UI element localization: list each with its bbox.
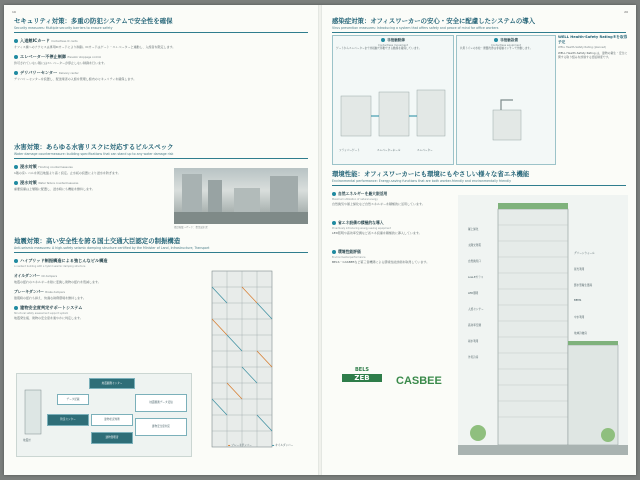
item-en: Contactless IC cards [51, 39, 78, 43]
section-subtitle: Water damage countermeasure: building specifications that can stand up to any water damage risk [14, 152, 174, 156]
building-label: 外気冷房 [468, 356, 479, 359]
item-title: ブレーキダンパー [14, 288, 44, 294]
diagram-node: 建物状況判断 [91, 414, 133, 426]
building-label: 昼光利用 [574, 268, 585, 271]
zeb-label: ZEB [342, 374, 382, 382]
item-body: 1階の床レベルを周辺地盤より高く設定。止水板の設置により浸水を防ぎます。 [14, 170, 121, 175]
section-subtitle: Virus prevention measures: Introducing a system that offers safety and peace of mind for office workers [332, 26, 499, 30]
left-page [4, 5, 318, 475]
item-body: 地震の揺れのエネルギーを熱に変換し建物の揺れを低減します。 [14, 279, 101, 284]
item-en: Water failure countermeasures [38, 181, 79, 185]
item-title: 浸水対策 [20, 179, 37, 185]
street-view-illustration [174, 168, 308, 224]
diagram-node: 地震観測データ受信 [135, 394, 187, 412]
number-bullet-icon [494, 38, 498, 42]
item-title: 浸水対策 [20, 163, 37, 169]
item-body: BELS・CASBEEなど第三者機関による環境性能評価を取得しています。 [332, 259, 430, 264]
item-title: デリバリーセンター [20, 69, 58, 75]
number-bullet-icon [332, 192, 336, 196]
item-title: オイルダンパー [14, 272, 41, 278]
item-body: オフィス棟へのアクセスは専用ICカードにより制御。ICカードはゲート・エレベーターと連動し、入館者を限定します。 [14, 44, 176, 49]
divider [14, 32, 308, 33]
item-en: A resilient building with a hybrid seismic damping structure [14, 264, 86, 268]
building-section-illustration [458, 195, 628, 455]
section-subtitle: Anti-seismic measures: A high-safety seismic damping structure certified by the Minister of Land, Infrastructure, Transport [14, 246, 210, 250]
list-item [14, 305, 194, 320]
right-page [322, 5, 636, 475]
section-title: セキュリティ対策：多重の防犯システムで安全性を確保 [14, 17, 173, 25]
building-label: BEMS [574, 299, 582, 302]
item-en: Elevator stoppage control [67, 55, 102, 59]
number-bullet-icon [14, 165, 18, 169]
item-body: 強風時の揺れも抑え、快適な執務環境を維持します。 [14, 295, 86, 300]
item-body: LED照明や高効率空調など省エネ設備を積極的に導入しています。 [332, 230, 422, 235]
item-title: 省エネ設備の積極的な導入 [338, 219, 384, 225]
divider [14, 158, 308, 159]
divider [332, 32, 626, 33]
item-title: 自然エネルギーを最大限活用 [338, 190, 388, 196]
list-item [14, 54, 184, 65]
virus-section [332, 16, 626, 33]
legend-oil-damper: ▬ オイルダンパー [272, 444, 294, 447]
contactless-flow-illustration [339, 86, 447, 142]
diagram-node: データ記録 [57, 394, 89, 405]
building-label: 人感センサー [468, 308, 484, 311]
item-en: Brake dampers [45, 290, 65, 294]
diagram-node: 防災センター [47, 414, 89, 426]
diagram-label: フラッパーゲート [339, 149, 360, 152]
page-number: 20 [624, 10, 628, 14]
item-body: 自然換気や屋上緑化など自然エネルギーを積極的に活用しています。 [332, 201, 425, 206]
diagram-label: エレベーターホール [377, 149, 401, 152]
legend-label: オイルダンパー [275, 444, 294, 447]
list-item [332, 220, 452, 235]
diagram-node: 建物安全度判定 [135, 418, 187, 436]
safety-system-diagram [16, 373, 192, 457]
item-en: Delivery center [58, 71, 79, 75]
list-item [14, 258, 194, 268]
card-title: 非接触動線 [387, 38, 405, 42]
number-bullet-icon [381, 38, 385, 42]
item-en: Environmental performance [332, 255, 366, 259]
list-item [14, 273, 194, 284]
building-label: 中水利用 [574, 316, 585, 319]
list-item [14, 70, 184, 81]
legend-label: ブレーキダンパー [231, 444, 252, 447]
flood-map-image [174, 168, 308, 224]
faucet-sensor-illustration [487, 90, 527, 146]
section-title: 環境性能：オフィスワーカーにも環境にもやさしい様々な省エネ機能 [332, 170, 530, 178]
building-label: 屋上緑化 [468, 228, 479, 231]
card-body: ゲートからエレベーターまで非接触で移動できる動線を確保しています。 [336, 47, 422, 51]
number-bullet-icon [14, 39, 18, 43]
info-card [332, 35, 454, 165]
building-icon [21, 388, 45, 436]
number-bullet-icon [14, 181, 18, 185]
number-bullet-icon [14, 55, 18, 59]
item-body: 許可されていない階にはエレベーターが停止しない制御を行います。 [14, 60, 107, 65]
section-title: 地震対策：高い安全性を誇る国土交通大臣認定の制振構造 [14, 237, 181, 245]
diagram-node: 地震観測センター [89, 378, 135, 389]
legend-brake-damper: ▬ ブレーキダンパー [228, 444, 252, 447]
number-bullet-icon [14, 71, 18, 75]
list-item [332, 191, 452, 206]
card-title: 非接触設備 [500, 38, 518, 42]
page-number: 19 [12, 10, 16, 14]
section-title: 水害対策：あらゆる水害リスクに対応するビルスペック [14, 143, 174, 151]
item-body: 重要設備は上層階に配置し、浸水時にも機能を維持します。 [14, 186, 95, 191]
document-spread [4, 5, 636, 475]
item-en: Proactively introducing energy-saving equipment [332, 226, 391, 230]
item-en: Flooding countermeasures [38, 165, 73, 169]
bels-label: BELS [354, 367, 369, 373]
number-bullet-icon [332, 250, 336, 254]
item-en: Structural safety assessment support system [14, 311, 69, 315]
casbee-logo: CASBEE [396, 375, 442, 387]
well-title: WELL Health-Safety Rating®を取得予定 [558, 35, 628, 44]
well-en: WELL Health-Safety Rating (planned) [558, 46, 607, 49]
list-item [332, 249, 452, 264]
item-body: デリバリーセンターを設置し、配送業者の入館を管理し館内のセキュリティを確保します。 [14, 76, 137, 81]
building-label: Low-Eガラス [468, 276, 484, 279]
item-title: エレベーター不停止制御 [20, 53, 67, 59]
photo-caption: 周辺地盤ハザード：想定浸水深 [174, 226, 208, 229]
card-en: Contactless equipment [491, 44, 521, 47]
item-title: 入退館ICカード [20, 37, 50, 43]
section-title: 感染症対策：オフィスワーカーの安心・安全に配慮したシステムの導入 [332, 17, 536, 25]
divider [14, 252, 308, 253]
item-title: ハイブリッド制振構造による強じんなビル構造 [20, 257, 108, 263]
well-body: WELL Health-Safety Rating は、建物の衛生・安全に関する取り組みを評価する認証制度です。 [558, 51, 628, 59]
section-subtitle: Security measures: Multiple security barriers to ensure safety [14, 26, 113, 30]
list-item [14, 38, 184, 49]
bels-zeb-logo [342, 367, 382, 399]
building-label: LED照明 [468, 292, 479, 295]
diagram-label: エレベーター [417, 149, 433, 152]
number-bullet-icon [14, 306, 18, 310]
card-body: 共用トイレの水栓・便器洗浄は非接触センサーで作動します。 [460, 47, 533, 51]
item-body: 地震発生後、建物の安全度を速やかに判定します。 [14, 315, 83, 320]
building-label: 雨水利用 [468, 340, 479, 343]
item-en: Oil dampers [41, 274, 58, 278]
list-item [14, 180, 164, 191]
diagram-label: 地震計 [23, 439, 31, 442]
list-item [14, 289, 194, 300]
well-rating-panel [558, 35, 628, 163]
divider [332, 185, 626, 186]
info-card [456, 35, 556, 165]
building-label: 地域冷暖房 [574, 332, 587, 335]
building-label: 高効率空調 [468, 324, 481, 327]
security-section [14, 16, 308, 81]
item-title: 環境性能評価 [338, 248, 361, 254]
list-item [14, 164, 164, 175]
number-bullet-icon [332, 221, 336, 225]
building-label: 節水型衛生器具 [574, 284, 593, 287]
building-label: 太陽光発電 [468, 244, 481, 247]
diagram-node: 建物管理者 [91, 432, 133, 444]
card-en: Contactless movement [378, 44, 408, 47]
item-en: Maximum utilization of natural energy [332, 197, 378, 201]
section-subtitle: Environmental performance: Energy-saving functions that are both worker-friendly and environmentally friendly [332, 179, 511, 183]
item-title: 建物安全度判定サポートシステム [20, 304, 83, 310]
building-label: 自然換気口 [468, 260, 481, 263]
building-label: グリーンウォール [574, 252, 595, 255]
damper-structure-illustration [194, 267, 304, 453]
number-bullet-icon [14, 259, 18, 263]
